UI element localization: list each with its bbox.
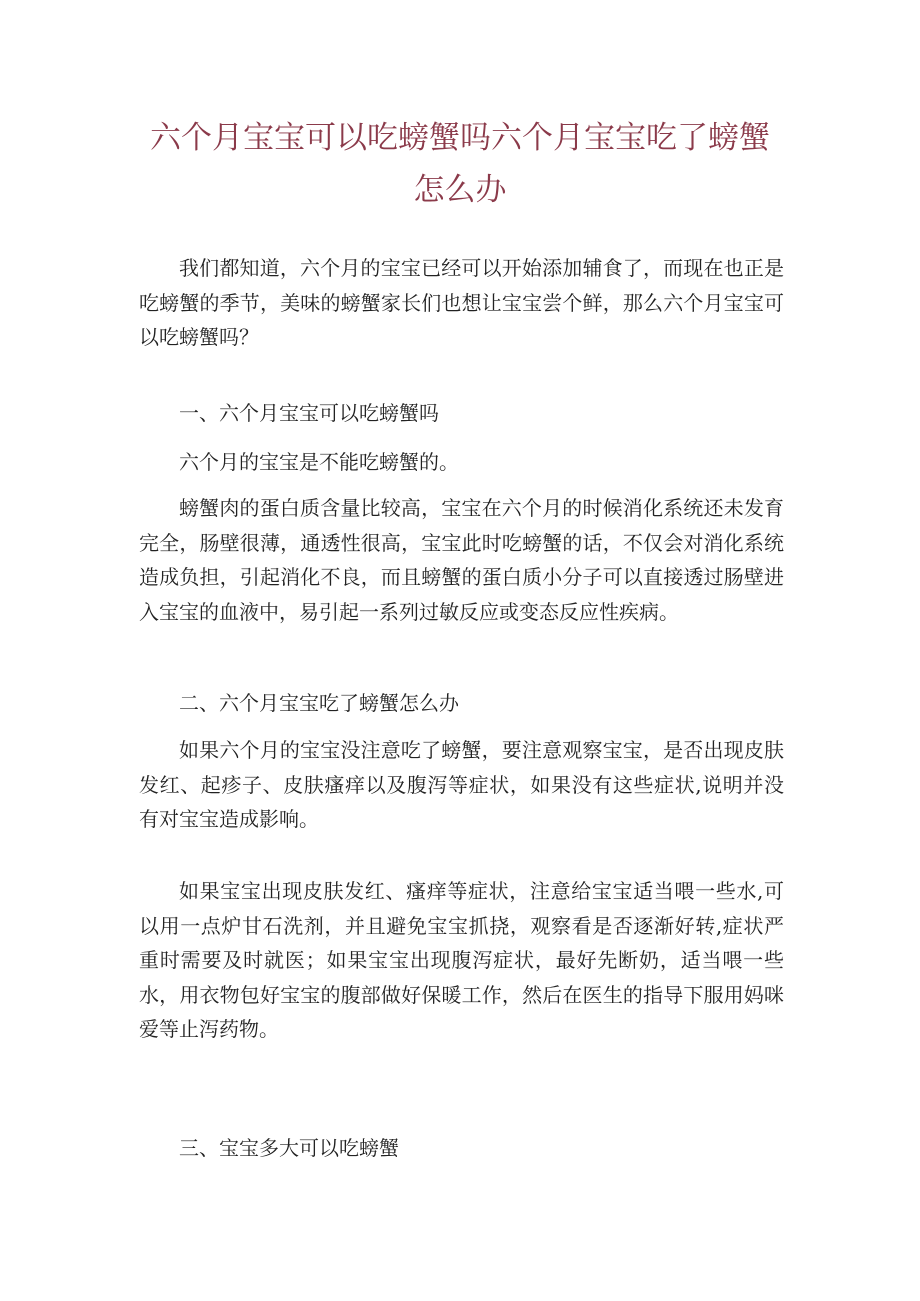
section-2-heading: 二、六个月宝宝吃了螃蟹怎么办 — [179, 691, 459, 715]
intro-paragraph: 我们都知道，六个月的宝宝已经可以开始添加辅食了，而现在也正是吃螃蟹的季节，美味的螃蟹家长们也想让宝宝尝个鲜，那么六个月宝宝可以吃螃蟹吗？ — [139, 256, 784, 350]
section-2-paragraph-1: 如果六个月的宝宝没注意吃了螃蟹，要注意观察宝宝，是否出现皮肤发红、起疹子、皮肤瘙痒以及腹泻等症状，如果没有这些症状,说明并没有对宝宝造成影响。 — [139, 738, 784, 832]
section-1-paragraph-1: 六个月的宝宝是不能吃螃蟹的。 — [179, 450, 459, 474]
section-1-paragraph-2: 螃蟹肉的蛋白质含量比较高，宝宝在六个月的时候消化系统还未发育完全，肠壁很薄，通透性很高，宝宝此时吃螃蟹的话，不仅会对消化系统造成负担，引起消化不良，而且螃蟹的蛋白质小分子可以直接透过肠壁进入宝宝的血液中，易引起一系列过敏反应或变态反应性疾病。 — [139, 496, 784, 624]
document-title: 六个月宝宝可以吃螃蟹吗六个月宝宝吃了螃蟹怎么办 — [150, 120, 770, 208]
section-2-paragraph-2: 如果宝宝出现皮肤发红、瘙痒等症状，注意给宝宝适当喂一些水,可以用一点炉甘石洗剂，并且避免宝宝抓挠，观察看是否逐渐好转,症状严重时需要及时就医；如果宝宝出现腹泻症状，最好先断奶，适当喂一些水，用衣物包好宝宝的腹部做好保暖工作，然后在医生的指导下服用妈咪爱等止泻药物。 — [139, 879, 784, 1042]
section-1-heading: 一、六个月宝宝可以吃螃蟹吗 — [179, 401, 439, 425]
section-3-heading: 三、宝宝多大可以吃螃蟹 — [179, 1136, 399, 1160]
